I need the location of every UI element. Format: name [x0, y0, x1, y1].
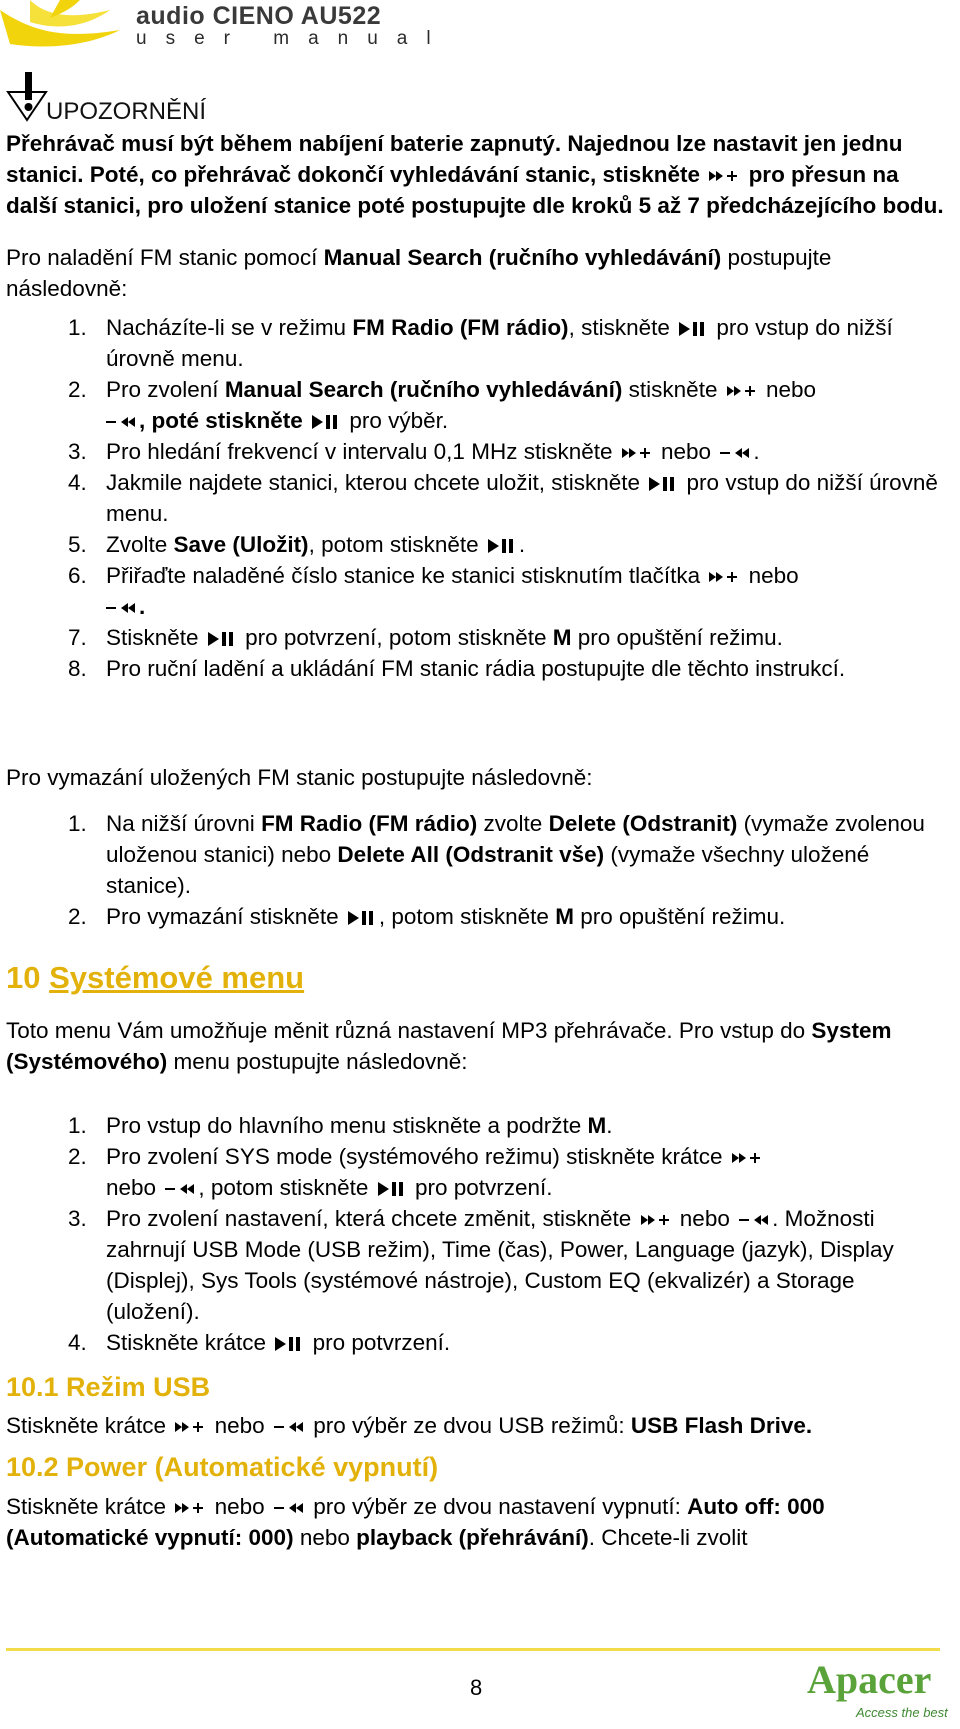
list-item: 2. Pro zvolení Manual Search (ručního vyhledávání) stiskněte nebo , poté stiskněte pro výběr.	[68, 377, 817, 433]
section10-intro: Toto menu Vám umožňuje měnit různá nastavení MP3 přehrávače. Pro vstup do System (Systémového) menu postupujte následovně:	[6, 1018, 892, 1074]
manual-search-steps	[68, 312, 948, 684]
play-pause-icon	[312, 414, 340, 430]
play-pause-icon	[348, 910, 376, 926]
next-plus-icon	[175, 1500, 205, 1516]
delete-steps	[68, 808, 948, 932]
play-pause-icon	[679, 321, 707, 337]
list-item: 3. Pro hledání frekvencí v intervalu 0,1 MHz stiskněte nebo .	[68, 439, 760, 464]
section-heading-10-2: 10.2 Power (Automatické vypnutí)	[6, 1452, 439, 1482]
page-header	[0, 0, 960, 60]
apacer-slogan: Access the best	[856, 1705, 948, 1720]
list-item: 7. Stiskněte pro potvrzení, potom stiskněte M pro opuštění režimu.	[68, 625, 783, 650]
footer-divider	[6, 1648, 940, 1651]
list-item: 6. Přiřaďte naladěné číslo stanice ke stanici stisknutím tlačítka nebo .	[68, 563, 799, 619]
system-menu-steps	[68, 1110, 948, 1358]
list-item: 4. Stiskněte krátce pro potvrzení.	[68, 1330, 451, 1355]
play-pause-icon	[275, 1336, 303, 1352]
play-pause-icon	[378, 1181, 406, 1197]
list-item: 3. Pro zvolení nastavení, která chcete změnit, stiskněte nebo . Možnosti zahrnují USB Mode (USB režim), Time (čas), Power, Language (jazyk), Display (Displej), Sys Tools (systémové nástroje), Custom EQ (ekvalizér) a Storage (uložení).	[68, 1206, 894, 1324]
next-plus-icon	[709, 168, 739, 184]
page-number: 8	[470, 1675, 483, 1700]
list-item: 1. Nacházíte-li se v režimu FM Radio (FM rádio), stiskněte pro vstup do nižší úrovně menu.	[68, 315, 893, 371]
next-plus-icon	[641, 1212, 671, 1228]
play-pause-icon	[649, 476, 677, 492]
section10-1-text: Stiskněte krátce nebo pro výběr ze dvou USB režimů: USB Flash Drive.	[6, 1413, 813, 1438]
list-item: 8. Pro ruční ladění a ukládání FM stanic rádia postupujte dle těchto instrukcí.	[68, 656, 846, 681]
next-plus-icon	[732, 1150, 762, 1166]
minus-prev-icon	[106, 414, 136, 430]
list-item: 2. Pro vymazání stiskněte , potom stiskněte M pro opuštění režimu.	[68, 904, 786, 929]
list-item: 1. Pro vstup do hlavního menu stiskněte a podržte M.	[68, 1113, 613, 1138]
section10-2-text: Stiskněte krátce nebo pro výběr ze dvou nastavení vypnutí: Auto off: 000 (Automatické vypnutí: 000) nebo playback (přehrávání). Chcete-li zvolit	[6, 1494, 825, 1550]
minus-prev-icon	[274, 1419, 304, 1435]
play-pause-icon	[208, 631, 236, 647]
warning-text: Přehrávač musí být během nabíjení baterie zapnutý. Najednou lze nastavit jen jednu stanici. Poté, co přehrávač dokončí vyhledávání stanic, stiskněte pro přesun na další stanici, pro uložení stanice poté postupujte dle kroků 5 až 7 předcházejícího bodu.	[6, 131, 944, 218]
list-item: 5. Zvolte Save (Uložit), potom stiskněte .	[68, 532, 526, 557]
next-plus-icon	[175, 1419, 205, 1435]
next-plus-icon	[622, 445, 652, 461]
list-item: 4. Jakmile najdete stanici, kterou chcete uložit, stiskněte pro vstup do nižší úrovně menu.	[68, 470, 938, 526]
apacer-logo: Apacer	[807, 1657, 932, 1702]
play-pause-icon	[488, 538, 516, 554]
brand-flame-icon	[0, 0, 130, 56]
list-item: 1. Na nižší úrovni FM Radio (FM rádio) zvolte Delete (Odstranit) (vymaže zvolenou uloženou stanici) nebo Delete All (Odstranit vše) (vymaže všechny uložené stanice).	[68, 811, 925, 898]
next-plus-icon	[727, 383, 757, 399]
next-plus-icon	[709, 569, 739, 585]
warning-title: UPOZORNĚNÍ	[46, 98, 207, 125]
minus-prev-icon	[274, 1500, 304, 1516]
minus-prev-icon	[165, 1181, 195, 1197]
delete-intro: Pro vymazání uložených FM stanic postupujte následovně:	[6, 765, 593, 790]
list-item: 2. Pro zvolení SYS mode (systémového režimu) stiskněte krátce nebo , potom stiskněte pro potvrzení.	[68, 1141, 948, 1203]
brand-subtitle: user manual	[136, 28, 450, 49]
warning-triangle-icon	[6, 72, 48, 122]
brand-title: audio CIENO AU522	[136, 2, 382, 30]
minus-prev-icon	[106, 600, 136, 616]
manual-search-intro: Pro naladění FM stanic pomocí Manual Search (ručního vyhledávání) postupujte následovně:	[6, 245, 832, 301]
minus-prev-icon	[739, 1212, 769, 1228]
section-heading-10-1: 10.1 Režim USB	[6, 1372, 211, 1402]
section-heading-10: 10 Systémové menu	[6, 960, 305, 995]
minus-prev-icon	[720, 445, 750, 461]
